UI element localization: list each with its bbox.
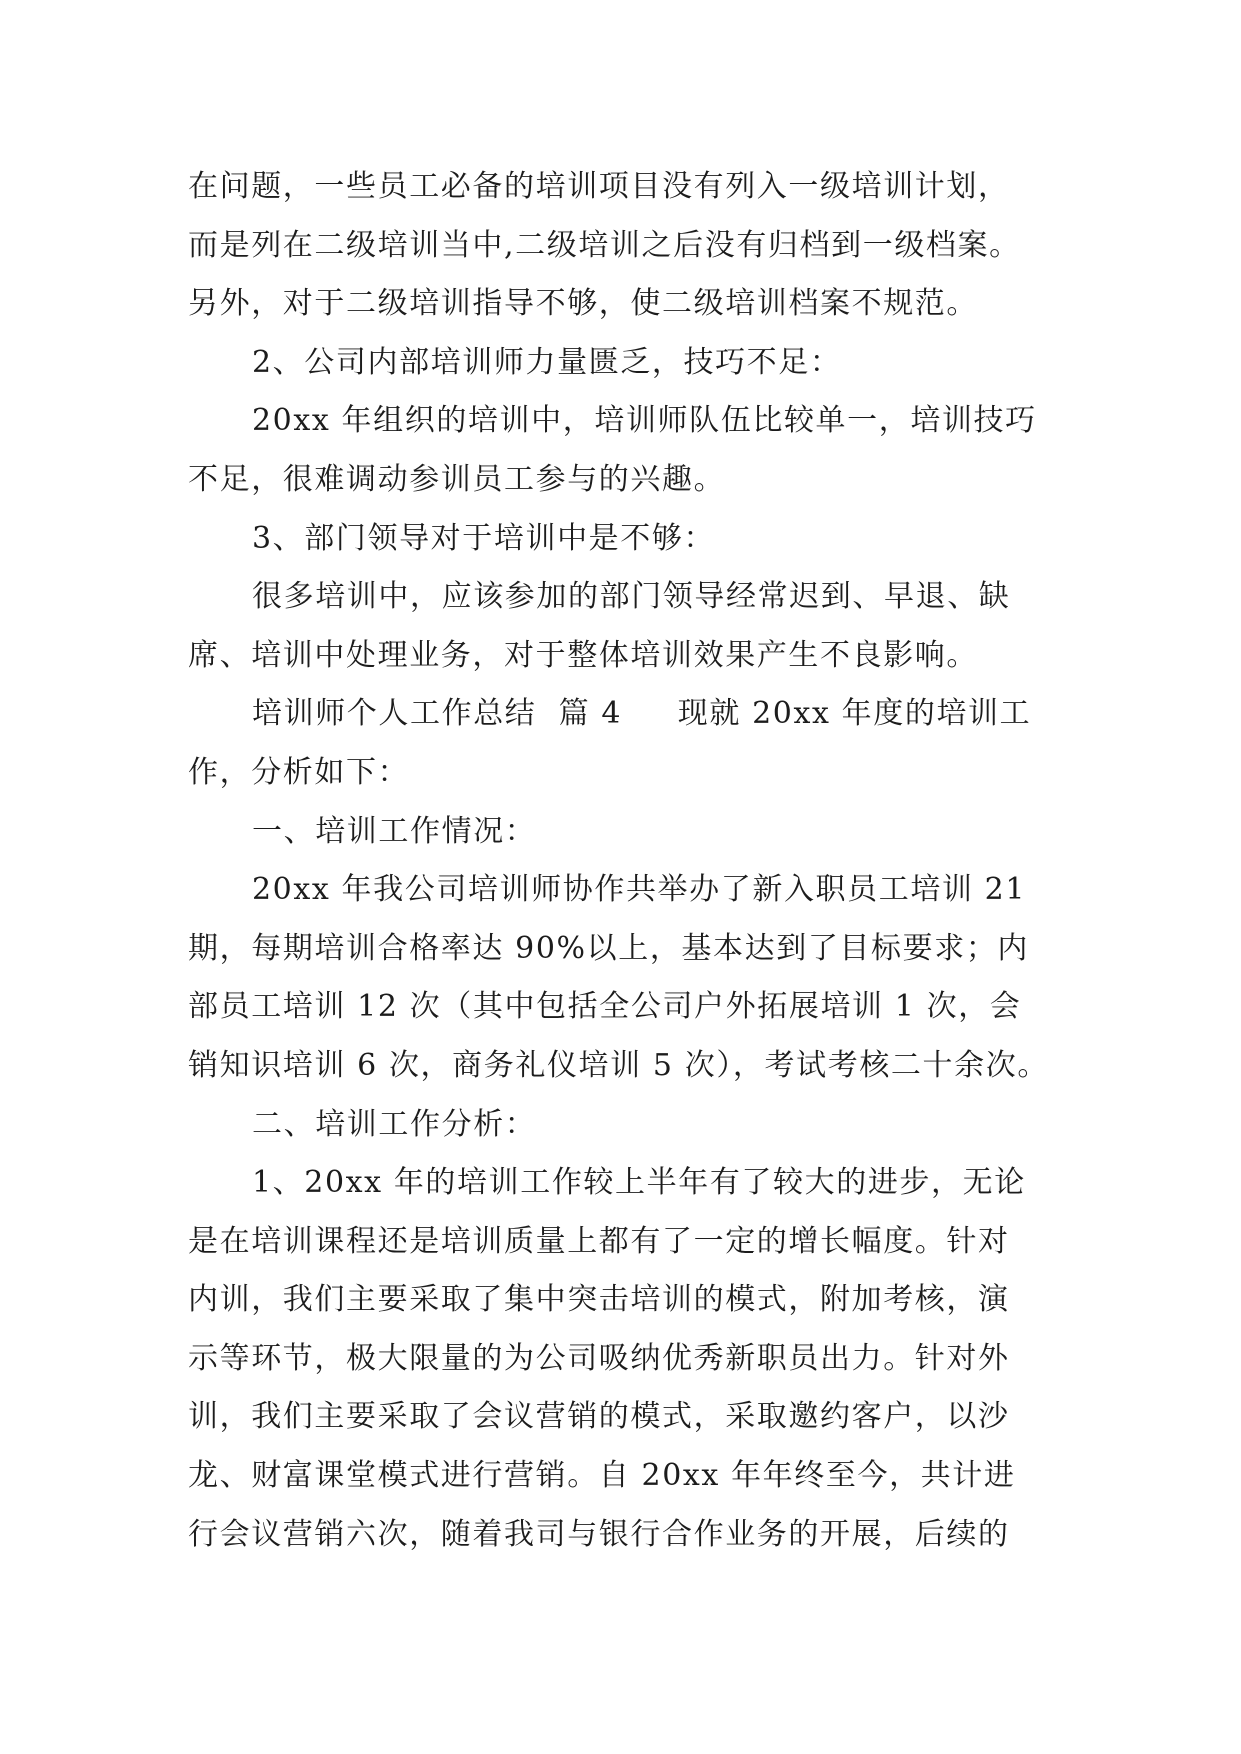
section-heading: 二、培训工作分析： [252, 1106, 537, 1142]
paragraph-line: 是在培训课程还是培训质量上都有了一定的增长幅度。针对 [188, 1223, 1010, 1259]
paragraph-line: 龙、财富课堂模式进行营销。自 20xx 年年终至今，共计进 [188, 1458, 1016, 1494]
paragraph-line: 20xx 年我公司培训师协作共举办了新入职员工培训 21 [252, 872, 1027, 908]
document-body [188, 158, 1088, 1564]
paragraph-line: 很多培训中，应该参加的部门领导经常迟到、早退、缺 [252, 579, 1011, 615]
article-title-line: 培训师个人工作总结 篇 4 现就 20xx 年度的培训工 [252, 696, 1032, 732]
paragraph-line: 在问题，一些员工必备的培训项目没有列入一级培训计划， [188, 169, 1010, 204]
section-heading: 一、培训工作情况： [252, 813, 537, 849]
paragraph-line: 示等环节，极大限量的为公司吸纳优秀新职员出力。针对外 [188, 1340, 1010, 1376]
paragraph-line: 部员工培训 12 次（其中包括全公司户外拓展培训 1 次，会 [188, 989, 1022, 1025]
paragraph-line: 作，分析如下： [188, 754, 410, 790]
paragraph-line: 不足，很难调动参训员工参与的兴趣。 [188, 461, 726, 497]
paragraph-line: 期，每期培训合格率达 90%以上，基本达到了目标要求；内 [188, 930, 1030, 966]
section-heading: 3、部门领导对于培训中是不够： [252, 520, 716, 556]
paragraph-line: 席、培训中处理业务，对于整体培训效果产生不良影响。 [188, 637, 978, 673]
paragraph-line: 销知识培训 6 次，商务礼仪培训 5 次），考试考核二十余次。 [188, 1047, 1049, 1083]
paragraph-line: 训，我们主要采取了会议营销的模式，采取邀约客户，以沙 [188, 1399, 1010, 1435]
paragraph-line: 而是列在二级培训当中,二级培训之后没有归档到一级档案。 [188, 227, 1021, 263]
paragraph-line: 内训，我们主要采取了集中突击培训的模式，附加考核，演 [188, 1282, 1010, 1318]
paragraph-line: 20xx 年组织的培训中，培训师队伍比较单一，培训技巧 [252, 403, 1037, 439]
paragraph-line: 行会议营销六次，随着我司与银行合作业务的开展，后续的 [188, 1516, 1010, 1552]
section-heading: 2、公司内部培训师力量匮乏，技巧不足： [252, 344, 842, 380]
paragraph-line: 1、20xx 年的培训工作较上半年有了较大的进步，无论 [252, 1165, 1026, 1201]
paragraph-line: 另外，对于二级培训指导不够，使二级培训档案不规范。 [188, 286, 978, 322]
